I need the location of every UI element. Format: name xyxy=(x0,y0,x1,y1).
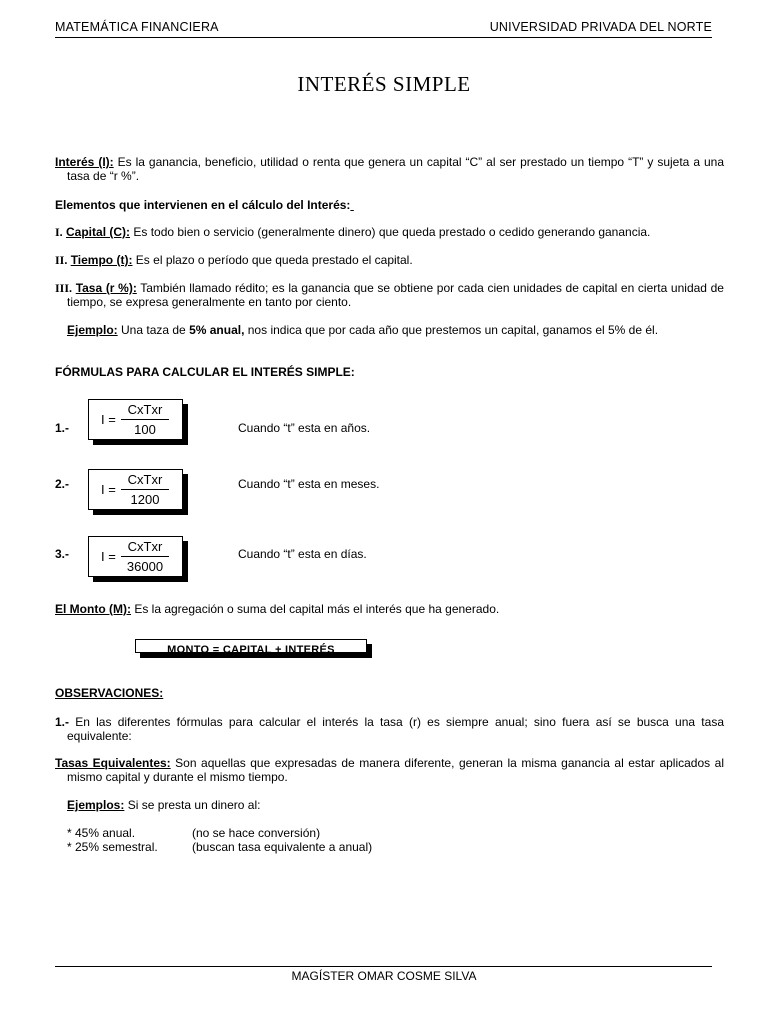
formula-1-denominator: 100 xyxy=(134,422,156,437)
formula-1-box xyxy=(88,399,183,440)
ejemplo-item-1-rate: * 45% anual. xyxy=(67,826,136,840)
element-tiempo-term: Tiempo (t): xyxy=(70,253,133,267)
tasas-text: Son aquellas que expresadas de manera diferente, generan la misma ganancia al estar aplicados al mismo capital y durante el mismo tiempo. xyxy=(67,756,724,784)
observacion-1-number: 1.- xyxy=(55,715,70,729)
interes-text: Es la ganancia, beneficio, utilidad o renta que genera un capital “C” al ser prestado un tiempo “T” y sujeta a una tasa de “r %”. xyxy=(67,155,724,183)
element-capital xyxy=(55,225,724,239)
ejemplo-line xyxy=(67,323,712,337)
formula-3-number: 3.- xyxy=(55,547,70,561)
monto-formula-box xyxy=(135,639,367,653)
interes-term: Interés (I): xyxy=(55,155,114,169)
footer-author: MAGÍSTER OMAR COSME SILVA xyxy=(291,969,477,983)
ejemplos-text: Si se presta un dinero al: xyxy=(124,798,261,812)
observaciones-heading: OBSERVACIONES: xyxy=(55,686,164,700)
observacion-1 xyxy=(55,715,724,743)
formula-2-description: Cuando “t” esta en meses. xyxy=(238,477,380,491)
ejemplo-item-1-note: (no se hace conversión) xyxy=(192,826,321,840)
tasas-term: Tasas Equivalentes: xyxy=(55,756,171,770)
ejemplo-item-2-note: (buscan tasa equivalente a anual) xyxy=(192,840,373,854)
header-university: UNIVERSIDAD PRIVADA DEL NORTE xyxy=(489,20,712,34)
ejemplo-label: Ejemplo: xyxy=(67,323,118,337)
ejemplo-text-1: Una taza de xyxy=(117,323,190,337)
formula-2-denominator: 1200 xyxy=(130,492,160,507)
element-tiempo-num: II. xyxy=(55,253,68,267)
ejemplo-text-2: nos indica que por cada año que prestemos un capital, ganamos el 5% de él. xyxy=(244,323,659,337)
formula-1-numerator: CxTxr xyxy=(127,402,163,417)
formula-3-numerator: CxTxr xyxy=(127,539,163,554)
formula-3-box xyxy=(88,536,183,577)
formula-2-box xyxy=(88,469,183,510)
page-title: INTERÉS SIMPLE xyxy=(297,72,471,96)
footer-rule xyxy=(55,966,712,967)
element-tasa-text: También llamado rédito; es la ganancia que se obtiene por cada cien unidades de capital en cierta unidad de tiempo, se expresa generalmente en tanto por ciento. xyxy=(67,281,724,309)
monto-definition xyxy=(55,602,712,616)
element-capital-term: Capital (C): xyxy=(66,225,131,239)
element-capital-text: Es todo bien o servicio (generalmente dinero) que queda prestado o cedido generando ganancia. xyxy=(130,225,651,239)
observacion-1-text: En las diferentes fórmulas para calcular el interés la tasa (r) es siempre anual; sino fuera así se busca una tasa equivalente: xyxy=(67,715,724,743)
ejemplo-item-2-rate: * 25% semestral. xyxy=(67,840,158,854)
header-rule xyxy=(55,37,712,38)
ejemplo-bold: 5% anual, xyxy=(189,323,245,337)
formula-1-number: 1.- xyxy=(55,421,70,435)
element-tiempo-text: Es el plazo o período que queda prestado el capital. xyxy=(132,253,413,267)
monto-term: El Monto (M): xyxy=(55,602,131,616)
elementos-heading-text: Elementos que intervienen en el cálculo del Interés: xyxy=(55,198,351,212)
element-tasa xyxy=(55,281,724,309)
formula-2-number: 2.- xyxy=(55,477,70,491)
formula-2-fraction xyxy=(119,472,171,507)
element-capital-num: I. xyxy=(55,225,63,239)
ejemplos-label: Ejemplos: xyxy=(67,798,125,812)
formula-1-lhs: I = xyxy=(101,412,116,427)
interes-definition xyxy=(55,155,724,183)
formula-1-fraction xyxy=(119,402,171,437)
formula-3-description: Cuando “t” esta en días. xyxy=(238,547,367,561)
monto-text: Es la agregación o suma del capital más el interés que ha generado. xyxy=(130,602,500,616)
formula-3-fraction xyxy=(119,539,171,574)
formula-1-description: Cuando “t” esta en años. xyxy=(238,421,371,435)
monto-formula-text: MONTO = CAPITAL + INTERÉS xyxy=(167,644,335,653)
formulas-heading: FÓRMULAS PARA CALCULAR EL INTERÉS SIMPLE: xyxy=(55,365,355,379)
formula-3-denominator: 36000 xyxy=(126,559,164,574)
element-tasa-term: Tasa (r %): xyxy=(75,281,137,295)
formula-3-lhs: I = xyxy=(101,549,116,564)
elementos-heading xyxy=(55,198,712,212)
formula-2-numerator: CxTxr xyxy=(127,472,163,487)
tasas-equivalentes xyxy=(55,756,724,784)
element-tiempo xyxy=(55,253,724,267)
header-course-title: MATEMÁTICA FINANCIERA xyxy=(55,20,219,34)
element-tasa-num: III. xyxy=(55,281,73,295)
ejemplos-line xyxy=(67,798,712,812)
formula-2-lhs: I = xyxy=(101,482,116,497)
